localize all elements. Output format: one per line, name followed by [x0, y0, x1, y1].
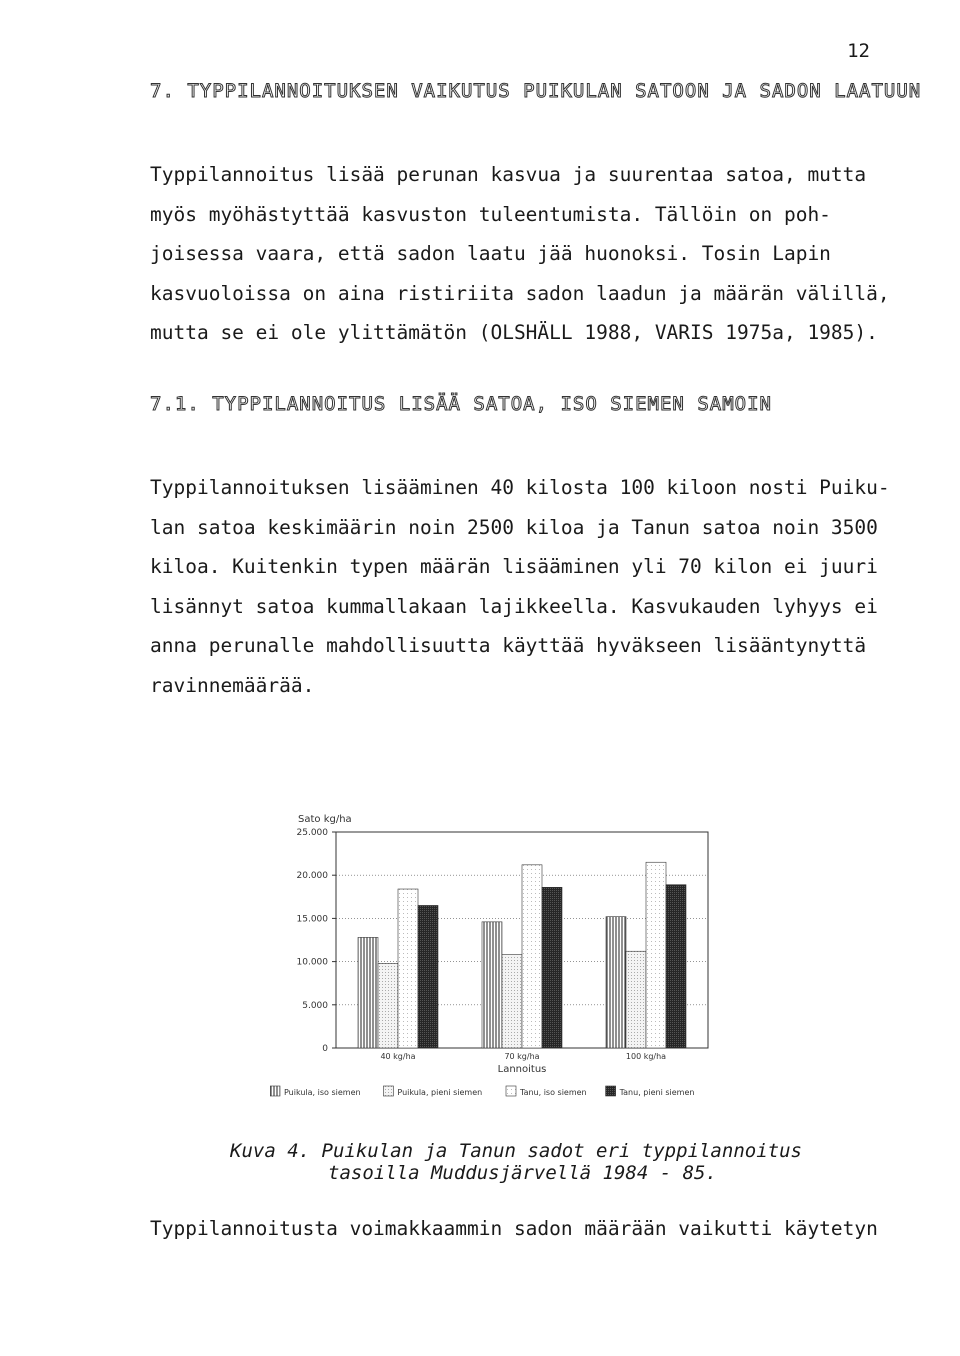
- legend-label: Tanu, iso siemen: [520, 1088, 587, 1097]
- y-tick-label: 0: [322, 1044, 328, 1054]
- bar: [522, 865, 542, 1048]
- caption-line: Kuva 4. Puikulan ja Tanun sadot eri typpilannoitus: [230, 1140, 802, 1162]
- x-tick-label: 40 kg/ha: [380, 1052, 416, 1061]
- figure-caption: [230, 1140, 802, 1184]
- body-line: ravinnemäärää.: [150, 673, 315, 697]
- bar: [626, 951, 646, 1048]
- intro-line: myös myöhästyttää kasvuston tuleentumista. Tällöin on poh-: [150, 202, 831, 226]
- legend-swatch: [506, 1086, 516, 1096]
- y-tick-label: 15.000: [296, 914, 328, 925]
- body-line: anna perunalle mahdollisuutta käyttää hyväkseen lisääntynyttä: [150, 634, 867, 657]
- y-tick-label: 25.000: [296, 828, 328, 838]
- intro-line: joisessa vaara, että sadon laatu jää huonoksi. Tosin Lapin: [150, 242, 831, 265]
- intro-paragraph: [150, 155, 890, 353]
- legend-label: Puikula, pieni siemen: [397, 1088, 483, 1097]
- legend-label: Tanu, pieni siemen: [619, 1088, 695, 1097]
- body-line: Typpilannoituksen lisääminen 40 kilosta 100 kiloon nosti Puiku-: [150, 476, 890, 499]
- bar: [542, 887, 562, 1048]
- bar: [358, 937, 378, 1048]
- bar: [482, 922, 502, 1048]
- closing-line: Typpilannoitusta voimakkaammin sadon määrään vaikutti käytetyn: [150, 1217, 878, 1240]
- x-tick-label: 100 kg/ha: [625, 1052, 667, 1061]
- legend-swatch: [383, 1086, 393, 1096]
- bar: [398, 889, 418, 1048]
- y-tick-label: 20.000: [296, 871, 328, 882]
- body-line: kiloa. Kuitenkin typen määrän lisääminen yli 70 kilon ei juuri: [150, 555, 878, 578]
- page-number: 12: [847, 40, 870, 62]
- intro-line: kasvuoloissa on aina ristiriita sadon laadun ja määrän välillä,: [150, 281, 890, 305]
- bar: [646, 862, 666, 1048]
- yield-bar-chart: [270, 800, 790, 1110]
- x-axis-label: Lannoitus: [497, 1064, 547, 1075]
- bar: [502, 955, 522, 1048]
- y-tick-label: 10.000: [296, 957, 328, 968]
- legend-label: Puikula, iso siemen: [284, 1088, 361, 1097]
- bar: [418, 905, 438, 1048]
- section-title: 7. TYPPILANNOITUKSEN VAIKUTUS PUIKULAN SATOON JA SADON LAATUUN: [150, 80, 922, 102]
- intro-line: Typpilannoitus lisää perunan kasvua ja suurentaa satoa, mutta: [150, 163, 867, 186]
- subsection-title: 7.1. TYPPILANNOITUS LISÄÄ SATOA, ISO SIEMEN SAMOIN: [150, 393, 772, 415]
- legend-swatch: [606, 1086, 616, 1096]
- body-paragraph: [150, 468, 890, 705]
- legend-swatch: [270, 1086, 280, 1096]
- y-tick-label: 5.000: [302, 1000, 328, 1011]
- body-line: lan satoa keskimäärin noin 2500 kiloa ja Tanun satoa noin 3500: [150, 515, 878, 539]
- bar: [666, 885, 686, 1048]
- y-axis-label: Sato kg/ha: [298, 814, 352, 825]
- intro-line: mutta se ei ole ylittämätön (OLSHÄLL 1988, VARIS 1975a, 1985).: [150, 321, 878, 344]
- x-tick-label: 70 kg/ha: [504, 1052, 540, 1061]
- bar: [606, 917, 626, 1048]
- caption-line: tasoilla Muddusjärvellä 1984 - 85.: [328, 1162, 717, 1184]
- body-line: lisännyt satoa kummallakaan lajikkeella. Kasvukauden lyhyys ei: [150, 594, 878, 618]
- bar: [378, 963, 398, 1048]
